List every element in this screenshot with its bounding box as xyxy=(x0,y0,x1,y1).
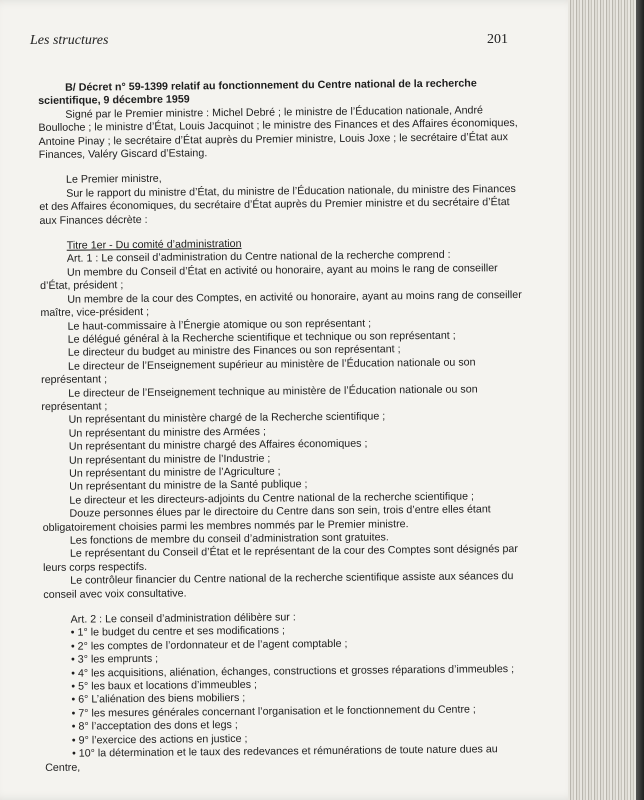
article-1-intro: Art. 1 : Le conseil d’administration du Centre national de la recherche comprend : xyxy=(66,249,451,266)
article-1-item: Un membre de la cour des Comptes, en activité ou honoraire, ayant au moins rang de conseiller maître, vice-président ; xyxy=(40,288,522,320)
article-2-item: • 2° les comptes de l’ordonnateur et de l’agent comptable ; xyxy=(70,637,348,653)
pm-line: Le Premier ministre, xyxy=(65,173,162,187)
article-1-item: Un représentant du ministre chargé des Affaires économiques ; xyxy=(68,437,368,453)
decree-text xyxy=(38,77,533,775)
article-1-item: Le directeur et les directeurs-adjoints du Centre national de la recherche scientifique ; xyxy=(69,490,475,507)
article-2-item: • 8° l’acceptation des dons et legs ; xyxy=(71,719,238,733)
article-1-item: Le représentant du Conseil d’État et le représentant de la cour des Comptes sont désignés par leurs corps respectifs. xyxy=(43,543,518,574)
article-1-item: Le directeur du budget au ministre des Finances ou son représentant ; xyxy=(67,343,401,360)
title-1-heading: Titre 1er - Du comité d’administration xyxy=(66,237,242,252)
article-2-intro: Art. 2 : Le conseil d’administration délibère sur : xyxy=(70,611,296,626)
running-header xyxy=(30,32,508,49)
signatories: Signé par le Premier ministre : Michel Debré ; le ministre de l’Éducation nationale, André Boulloche ; le ministre d’État, Louis Jacquinot ; le ministre des Finances et des Affaires économiques, Antoine Pinay ; le secrétaire d’État auprès du Premier ministre, Louis Joxe ; le secrétaire d’État aux Finances, Valéry Giscard d’Estaing. xyxy=(38,104,518,162)
article-2-item: • 4° les acquisitions, aliénation, échanges, constructions et grosses réparations d’immeubles ; xyxy=(71,662,515,680)
rapport-paragraph: Sur le rapport du ministre d’État, du ministre de l’Éducation nationale, du ministre des Finances et des Affaires économiques, du secrétaire d’État auprès du Premier ministre et du secrétaire d’État aux Finances décrète : xyxy=(39,182,516,227)
article-1-item: Le contrôleur financier du Centre national de la recherche scientifique assiste aux séances du conseil avec voix consultative. xyxy=(43,570,514,601)
page-edges xyxy=(568,0,644,800)
article-1-item: Le directeur de l’Enseignement supérieur au ministère de l’Éducation nationale ou son représentant ; xyxy=(41,356,476,387)
article-1-item: Un représentant du ministre de l’Industrie ; xyxy=(68,452,271,467)
article-1-item: Les fonctions de membre du conseil d’administration sont gratuites. xyxy=(69,531,389,547)
decree-title: B/ Décret n° 59-1399 relatif au fonctionnement du Centre national de la recherche scientifique, 9 décembre 1959 xyxy=(38,77,477,108)
article-1-item: Un représentant du ministre des Armées ; xyxy=(68,425,266,440)
article-2-item: • 5° les baux et locations d’immeubles ; xyxy=(71,678,258,693)
article-1-item: Un représentant du ministre de l’Agriculture ; xyxy=(69,465,281,480)
article-2-list xyxy=(44,622,534,775)
page-number: 201 xyxy=(487,32,508,47)
article-2-item: • 1° le budget du centre et ses modifications ; xyxy=(70,624,285,640)
article-2-item: • 10° la détermination et le taux des redevances et rémunérations de toute nature dues au Centre, xyxy=(45,743,498,774)
article-1-item: Un représentant du ministère chargé de la Recherche scientifique ; xyxy=(68,410,386,427)
section-title: Les structures xyxy=(30,33,109,48)
article-1-item: Le délégué général à la Recherche scientifique et technique ou son représentant ; xyxy=(67,329,456,346)
article-2-item: • 7° les mesures générales concernant l’organisation et le fonctionnement du Centre ; xyxy=(71,703,476,720)
article-1-list xyxy=(40,262,531,602)
article-1-item: Un membre du Conseil d’État en activité ou honoraire, ayant au moins le rang de conseiller d’État, président ; xyxy=(40,262,498,293)
article-2-item: • 9° l’exercice des actions en justice ; xyxy=(71,732,248,747)
article-1-item: Un représentant du ministre de la Santé publique ; xyxy=(69,478,308,494)
article-1-item: Le directeur de l’Enseignement technique au ministère de l’Éducation nationale ou son représentant ; xyxy=(41,382,478,413)
article-1-item: Le haut-commissaire à l’Énergie atomique ou son représentant ; xyxy=(67,317,372,333)
article-2-item: • 3° les emprunts ; xyxy=(70,653,159,666)
article-2-item: • 6° L’aliénation des biens mobiliers ; xyxy=(71,692,246,707)
article-1-item: Douze personnes élues par le directoire du Centre dans son sein, trois d’entre elles étant obligatoirement choisies parmi les membres nommés par le Premier ministre. xyxy=(42,503,491,534)
